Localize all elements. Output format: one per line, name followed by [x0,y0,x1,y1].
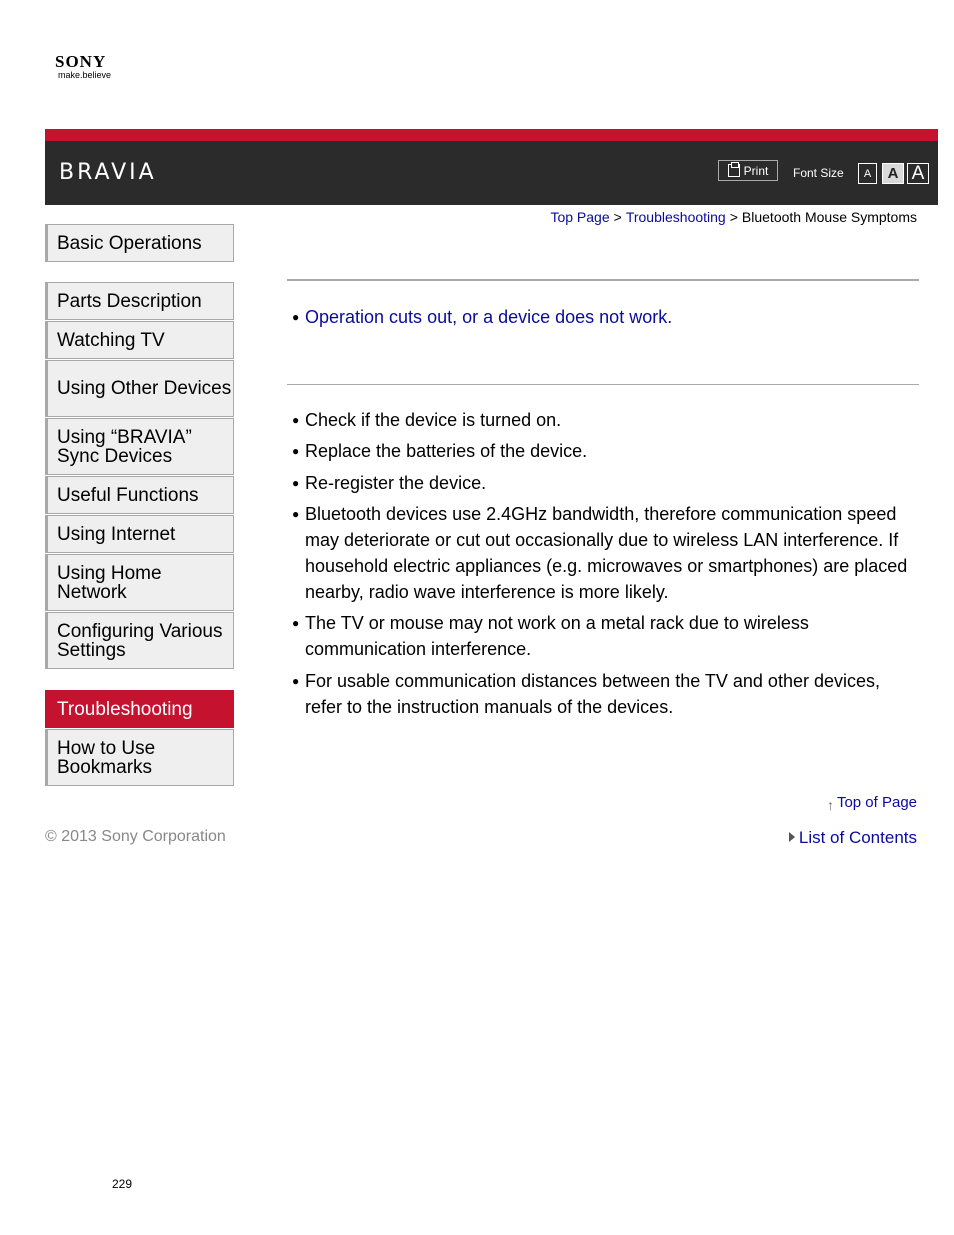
sidebar-item-basic-operations[interactable]: Basic Operations [45,224,234,262]
top-of-page-link[interactable] [827,794,917,813]
triangle-right-icon [789,832,795,842]
copyright: © 2013 Sony Corporation [45,828,226,845]
font-size-large-button[interactable]: A [907,163,929,184]
breadcrumb-top-page[interactable]: Top Page [550,209,610,225]
breadcrumb-separator: > [613,209,622,225]
bullet-icon: ● [292,310,300,324]
solution-text: The TV or mouse may not work on a metal rack due to wireless communication interference. [305,613,809,659]
sidebar-item-how-to-use-bookmarks[interactable]: How to Use Bookmarks [45,729,234,786]
sidebar-item-using-home-network[interactable]: Using Home Network [45,554,234,611]
list-of-contents-link[interactable] [789,828,917,848]
bullet-icon: ● [292,444,300,458]
bullet-icon: ● [292,616,300,630]
sidebar-item-using-internet[interactable]: Using Internet [45,515,234,553]
print-icon [728,164,740,177]
font-size-small-button[interactable]: A [858,163,877,184]
sidebar-item-watching-tv[interactable]: Watching TV [45,321,234,359]
solution-item [292,407,919,433]
solution-item [292,501,919,605]
bravia-logo: BRAVIA [59,160,157,185]
solution-text: For usable communication distances between the TV and other devices, refer to the instruction manuals of the devices. [305,671,880,717]
header-bar [45,129,938,205]
page-number: 229 [112,1177,133,1191]
solution-item [292,470,919,496]
print-label: Print [743,163,769,178]
section-divider [287,384,919,385]
sony-wordmark: SONY [55,52,107,71]
bullet-icon: ● [292,674,300,688]
breadcrumb-current: Bluetooth Mouse Symptoms [741,209,917,225]
font-size-label: Font Size [793,166,844,180]
solution-text: Re-register the device. [305,473,487,493]
solution-item [292,668,919,720]
bullet-icon: ● [292,413,300,427]
top-of-page-label: Top of Page [836,794,917,811]
breadcrumb-troubleshooting[interactable]: Troubleshooting [625,209,726,225]
sidebar-item-using-other-devices[interactable]: Using Other Devices [45,360,234,417]
sidebar-item-useful-functions[interactable]: Useful Functions [45,476,234,514]
symptom-link[interactable]: Operation cuts out, or a device does not work. [305,307,673,327]
section-divider [287,279,919,281]
arrow-up-icon: ↑ [826,797,834,813]
sony-tagline: make.believe [58,70,112,80]
bullet-icon: ● [292,476,300,490]
sidebar-item-troubleshooting[interactable]: Troubleshooting [45,690,234,728]
solution-text: Check if the device is turned on. [305,410,562,430]
sony-logo [55,52,111,80]
solution-item [292,438,919,464]
breadcrumb-separator: > [729,209,738,225]
font-size-medium-button[interactable]: A [882,163,904,184]
solution-text: Bluetooth devices use 2.4GHz bandwidth, therefore communication speed may deteriorate or cut out occasionally due to wireless LAN interference. If household electric appliances (e.g. microwaves or smartphones) are placed nearby, radio wave interference is more likely. [305,504,908,602]
sidebar-item-bravia-sync-devices[interactable]: Using “BRAVIA” Sync Devices [45,418,234,475]
bullet-icon: ● [292,507,300,521]
solution-item [292,610,919,662]
print-button[interactable] [718,160,778,181]
symptom-list-item [292,304,919,330]
sidebar-item-configuring-various-settings[interactable]: Configuring Various Settings [45,612,234,669]
list-of-contents-label: List of Contents [798,828,917,847]
sidebar-item-parts-description[interactable]: Parts Description [45,282,234,320]
solution-text: Replace the batteries of the device. [305,441,588,461]
breadcrumb [550,209,917,225]
